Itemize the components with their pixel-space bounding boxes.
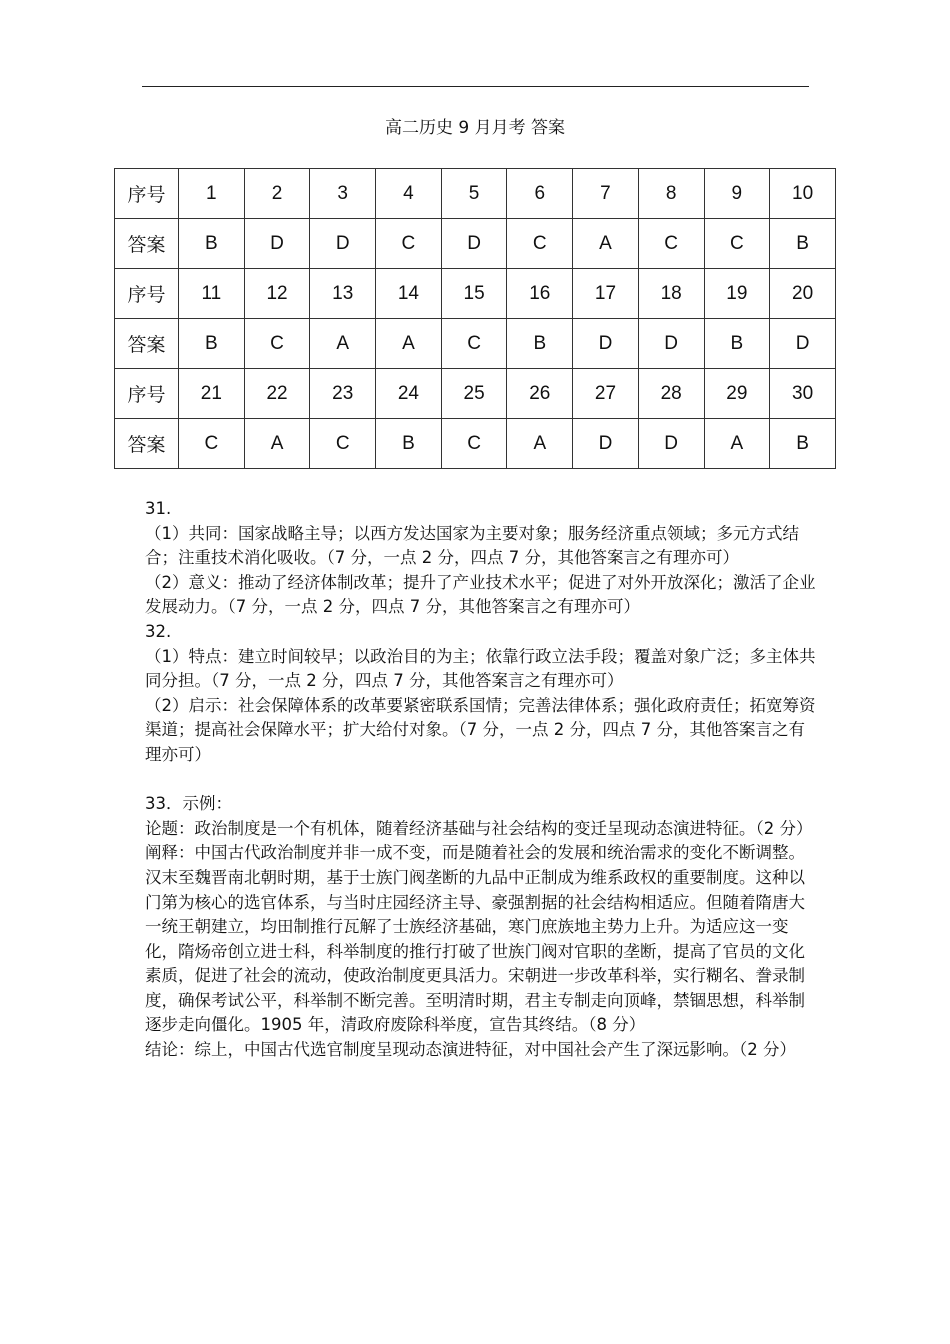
question-number-row: [115, 369, 836, 419]
answer-cell: C: [704, 219, 770, 269]
answer-cell: C: [310, 419, 376, 469]
answer-cell: A: [310, 319, 376, 369]
answer-cell: B: [770, 219, 836, 269]
answer-row: [115, 419, 836, 469]
question-number-cell: 25: [441, 369, 507, 419]
explanation-paragraph: （2）意义：推动了经济体制改革；提升了产业技术水平；促进了对外开放深化；激活了企业发展动力。（7 分，一点 2 分，四点 7 分，其他答案言之有理亦可）: [145, 572, 816, 617]
answer-cell: D: [441, 219, 507, 269]
question-number-cell: 8: [638, 169, 704, 219]
row-label: 答案: [115, 419, 179, 469]
question-number-cell: 24: [376, 369, 442, 419]
question-number-cell: 7: [573, 169, 639, 219]
answer-cell: A: [507, 419, 573, 469]
answer-cell: A: [244, 419, 310, 469]
answer-cell: D: [573, 419, 639, 469]
explanation-paragraph: 论题：政治制度是一个有机体，随着经济基础与社会结构的变迁呈现动态演进特征。（2 分）: [145, 818, 813, 838]
answer-cell: D: [770, 319, 836, 369]
answer-cell: B: [507, 319, 573, 369]
explanation-paragraph: [145, 768, 817, 793]
explanation-paragraph: （2）启示：社会保障体系的改革要紧密联系国情；完善法律体系；强化政府责任；拓宽筹资渠道；提高社会保障水平；扩大给付对象。（7 分，一点 2 分，四点 7 分，其他答案言之有理亦可）: [145, 695, 816, 764]
document-title: 高二历史 9 月月考 答案: [384, 118, 566, 138]
question-number-cell: 26: [507, 369, 573, 419]
answer-row: [115, 219, 836, 269]
question-number-cell: 23: [310, 369, 376, 419]
answer-cell: D: [310, 219, 376, 269]
question-number-cell: 3: [310, 169, 376, 219]
question-number-cell: 21: [179, 369, 245, 419]
answer-cell: C: [507, 219, 573, 269]
answer-cell: C: [376, 219, 442, 269]
question-number-row: [115, 169, 836, 219]
row-label: 答案: [115, 319, 179, 369]
answer-cell: A: [704, 419, 770, 469]
answer-cell: C: [638, 219, 704, 269]
question-number-cell: 16: [507, 269, 573, 319]
question-number-cell: 11: [179, 269, 245, 319]
question-number-cell: 5: [441, 169, 507, 219]
answer-cell: D: [638, 419, 704, 469]
row-label: 序号: [115, 369, 179, 419]
answer-explanations: [145, 497, 817, 1063]
question-number-cell: 1: [179, 169, 245, 219]
explanation-paragraph: 31.: [145, 499, 172, 518]
explanation-paragraph: 阐释：中国古代政治制度并非一成不变，而是随着社会的发展和统治需求的变化不断调整。汉末至魏晋南北朝时期，基于士族门阀垄断的九品中正制成为维系政权的重要制度。这种以门第为核心的选官体系，与当时庄园经济主导、豪强割据的社会结构相适应。但随着隋唐大一统王朝建立，均田制推行瓦解了士族经济基础，寒门庶族地主势力上升。为适应这一变化，隋炀帝创立进士科，科举制度的推行打破了世族门阀对官职的垄断，提高了官员的文化素质，促进了社会的流动，使政治制度更具活力。宋朝进一步改革科举，实行糊名、誊录制度，确保考试公平，科举制不断完善。至明清时期，君主专制走向顶峰，禁锢思想，科举制逐步走向僵化。1905 年，清政府废除科举度，宣告其终结。（8 分）: [145, 843, 805, 1035]
answer-table: [114, 168, 836, 469]
answer-cell: B: [704, 319, 770, 369]
answer-cell: B: [179, 219, 245, 269]
answer-cell: C: [441, 319, 507, 369]
answer-cell: D: [638, 319, 704, 369]
row-label: 答案: [115, 219, 179, 269]
answer-cell: C: [441, 419, 507, 469]
question-number-cell: 15: [441, 269, 507, 319]
answer-cell: C: [179, 419, 245, 469]
explanation-paragraph: 32.: [145, 621, 172, 641]
question-number-cell: 4: [376, 169, 442, 219]
row-label: 序号: [115, 169, 179, 219]
explanation-paragraph: 33．示例：: [145, 794, 232, 814]
question-number-cell: 20: [770, 269, 836, 319]
question-number-cell: 17: [573, 269, 639, 319]
question-number-cell: 18: [638, 269, 704, 319]
answer-cell: D: [573, 319, 639, 369]
answer-cell: B: [770, 419, 836, 469]
question-number-cell: 19: [704, 269, 770, 319]
question-number-cell: 10: [770, 169, 836, 219]
row-label: 序号: [115, 269, 179, 319]
answer-cell: A: [376, 319, 442, 369]
question-number-cell: 29: [704, 369, 770, 419]
answer-cell: A: [573, 219, 639, 269]
question-number-cell: 22: [244, 369, 310, 419]
header-rule: [142, 86, 809, 87]
question-number-cell: 12: [244, 269, 310, 319]
explanation-paragraph: 结论：综上，中国古代选官制度呈现动态演进特征，对中国社会产生了深远影响。（2 分）: [145, 1040, 796, 1060]
question-number-row: [115, 269, 836, 319]
question-number-cell: 13: [310, 269, 376, 319]
question-number-cell: 27: [573, 369, 639, 419]
answer-cell: B: [179, 319, 245, 369]
answer-cell: B: [376, 419, 442, 469]
explanation-paragraph: （1）共同：国家战略主导；以西方发达国家为主要对象；服务经济重点领域；多元方式结合；注重技术消化吸收。（7 分，一点 2 分，四点 7 分，其他答案言之有理亦可）: [145, 523, 799, 568]
answer-cell: C: [244, 319, 310, 369]
answer-cell: D: [244, 219, 310, 269]
question-number-cell: 9: [704, 169, 770, 219]
question-number-cell: 28: [638, 369, 704, 419]
question-number-cell: 6: [507, 169, 573, 219]
question-number-cell: 2: [244, 169, 310, 219]
question-number-cell: 30: [770, 369, 836, 419]
explanation-paragraph: （1）特点：建立时间较早；以政治目的为主；依靠行政立法手段；覆盖对象广泛；多主体共同分担。（7 分，一点 2 分，四点 7 分，其他答案言之有理亦可）: [145, 646, 816, 691]
question-number-cell: 14: [376, 269, 442, 319]
answer-row: [115, 319, 836, 369]
